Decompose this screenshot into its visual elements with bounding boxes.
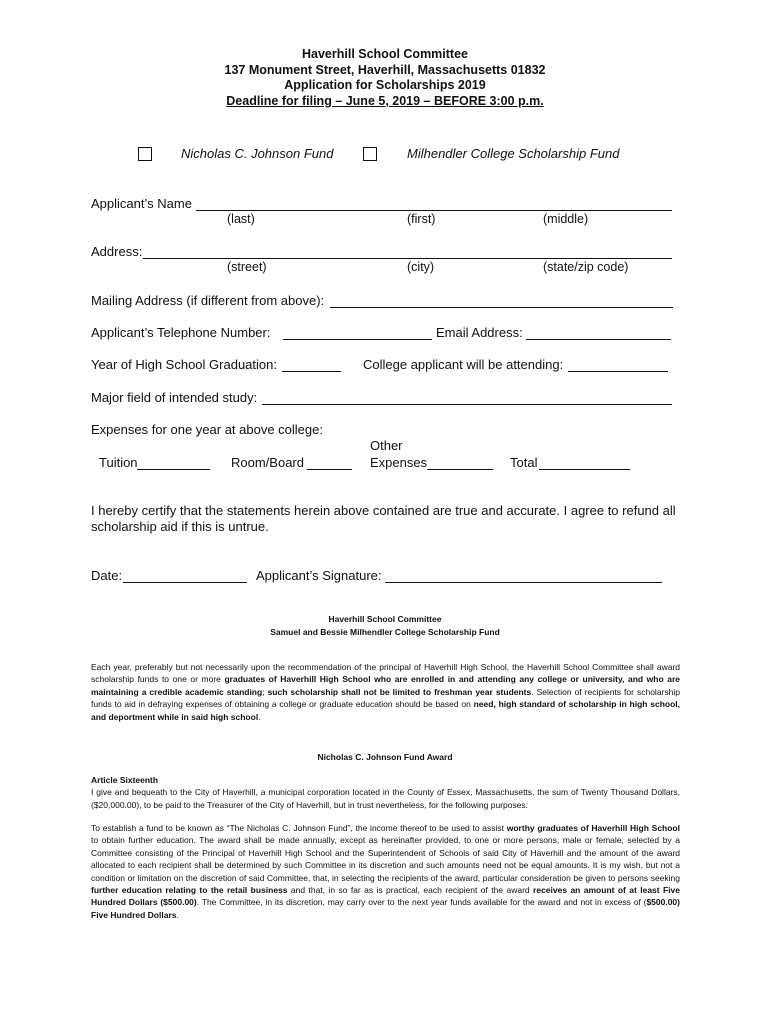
name-last-caption: (last) bbox=[227, 212, 255, 226]
p3-text-a: To establish a fund to be known as “The Nicholas C. Johnson Fund”, the income thereof to be used to assist bbox=[91, 823, 507, 833]
johnson-award-title: Nicholas C. Johnson Fund Award bbox=[317, 752, 453, 762]
tuition-field[interactable] bbox=[137, 469, 210, 470]
p3-text-g: . The Committee, in its discretion, may carry over to the next year funds available for the award and not in excess of ( bbox=[196, 897, 647, 908]
application-title: Application for Scholarships 2019 bbox=[284, 78, 486, 92]
date-field[interactable] bbox=[123, 582, 247, 583]
johnson-fund-description bbox=[91, 822, 680, 921]
p1-bold-f: need, high standard of scholarship in high school, and deportment while in said high school bbox=[91, 699, 680, 722]
other-expenses-field[interactable] bbox=[427, 469, 493, 470]
milhendler-fund-checkbox[interactable] bbox=[363, 147, 377, 161]
p3-bold-f: receives an amount of at least Five Hundred Dollars ($500.00) bbox=[91, 885, 680, 908]
email-label: Email Address: bbox=[436, 325, 523, 340]
name-first-caption: (first) bbox=[407, 212, 436, 226]
address-state-caption: (state/zip code) bbox=[543, 260, 629, 274]
other-expenses-label-line2: Expenses bbox=[370, 455, 428, 470]
college-label: College applicant will be attending: bbox=[363, 357, 564, 372]
p3-text-i: . bbox=[176, 909, 179, 920]
signature-label: Applicant’s Signature: bbox=[256, 568, 382, 583]
p1-text-e: . Selection of recipients for scholarship funds to aid in defraying expenses of obtaining a college or graduate education should be based on bbox=[91, 686, 680, 710]
document-header bbox=[0, 47, 770, 109]
college-field[interactable] bbox=[568, 371, 668, 372]
certification-statement: I hereby certify that the statements herein above contained are true and accurate. I agree to refund all scholarship aid if this is untrue. bbox=[91, 503, 676, 534]
total-field[interactable] bbox=[539, 469, 630, 470]
graduation-year-field[interactable] bbox=[282, 371, 341, 372]
applicant-name-label: Applicant’s Name bbox=[91, 196, 192, 211]
tuition-label: Tuition bbox=[99, 455, 138, 470]
milhendler-fund-label: Milhendler College Scholarship Fund bbox=[407, 146, 620, 161]
info-title bbox=[0, 613, 770, 639]
applicant-name-field[interactable] bbox=[196, 210, 672, 211]
info-fund-title: Samuel and Bessie Milhendler College Scholarship Fund bbox=[270, 627, 500, 637]
p3-bold-b: worthy graduates of Haverhill High School bbox=[506, 823, 680, 833]
graduation-year-label: Year of High School Graduation: bbox=[91, 357, 277, 372]
room-board-label: Room/Board bbox=[231, 455, 304, 470]
telephone-field[interactable] bbox=[283, 339, 432, 340]
address-street-caption: (street) bbox=[227, 260, 267, 274]
name-middle-caption: (middle) bbox=[543, 212, 589, 226]
major-label: Major field of intended study: bbox=[91, 390, 258, 405]
room-board-field[interactable] bbox=[307, 469, 352, 470]
date-label: Date: bbox=[91, 568, 123, 583]
johnson-fund-label: Nicholas C. Johnson Fund bbox=[181, 146, 334, 161]
article-text: I give and bequeath to the City of Haverhill, a municipal corporation located in the County of Essex, Massachusetts, the sum of Twenty Thousand Dollars, ($20,000.00), to be paid to the Treasurer of the City of Haverhill, but in trust nevertheless, for the following purposes: bbox=[91, 787, 680, 810]
p3-text-e: and that, in so far as is practical, each recipient of the award bbox=[287, 885, 534, 896]
article-title: Article Sixteenth bbox=[91, 775, 159, 785]
p3-bold-h: $500.00) Five Hundred Dollars bbox=[91, 897, 680, 920]
info-committee-title: Haverhill School Committee bbox=[328, 614, 442, 624]
committee-address: 137 Monument Street, Haverhill, Massachusetts 01832 bbox=[224, 62, 546, 77]
telephone-label: Applicant’s Telephone Number: bbox=[91, 325, 271, 340]
signature-field[interactable] bbox=[385, 582, 662, 583]
mailing-address-label: Mailing Address (if different from above): bbox=[91, 293, 325, 308]
mailing-address-field[interactable] bbox=[330, 307, 673, 308]
total-label: Total bbox=[510, 455, 538, 470]
p1-text-c: ; bbox=[262, 686, 268, 697]
committee-name: Haverhill School Committee bbox=[301, 47, 468, 61]
email-field[interactable] bbox=[526, 339, 671, 340]
other-expenses-label-line1: Other bbox=[370, 438, 403, 453]
p1-text-a: Each year, preferably but not necessarily upon the recommendation of the principal of Haverhill High School, the Haverhill School Committee shall award scholarship funds to one or more bbox=[91, 662, 680, 685]
address-field[interactable] bbox=[143, 258, 672, 259]
p1-bold-d: such scholarship shall not be limited to freshman year students bbox=[267, 686, 532, 697]
deadline-line: Deadline for filing – June 5, 2019 – BEFORE 3:00 p.m. bbox=[226, 93, 544, 108]
major-field[interactable] bbox=[262, 404, 672, 405]
expenses-label: Expenses for one year at above college: bbox=[91, 422, 323, 437]
johnson-fund-checkbox[interactable] bbox=[138, 147, 152, 161]
p3-bold-d: further education relating to the retail business bbox=[91, 885, 288, 896]
p1-bold-b: graduates of Haverhill High School who are enrolled in and attending any college or university, and who are maintaining a credible academic standing bbox=[91, 674, 681, 697]
p1-text-g: . bbox=[258, 711, 261, 722]
p3-text-c: to obtain further education. The award shall be made annually, except as hereinafter provided, to one or more persons, male or female, selected by a Committee consisting of the Principal of Haverhill High School and the Superintendent of Schools of said City of Haverhill and the amount of the award allocated to each recipient shall be determined by such Committee in its discretion and such amounts need not be equal amounts. It is my wish, but not a condition or limitation on the discretion of said Committee, that, in selecting the recipients of the award, particular consideration be given to persons seeking bbox=[91, 835, 680, 883]
address-label: Address: bbox=[91, 244, 143, 259]
fund-selection bbox=[0, 146, 770, 166]
address-city-caption: (city) bbox=[407, 260, 435, 274]
milhendler-fund-description bbox=[91, 661, 680, 723]
article-sixteenth bbox=[91, 774, 680, 811]
